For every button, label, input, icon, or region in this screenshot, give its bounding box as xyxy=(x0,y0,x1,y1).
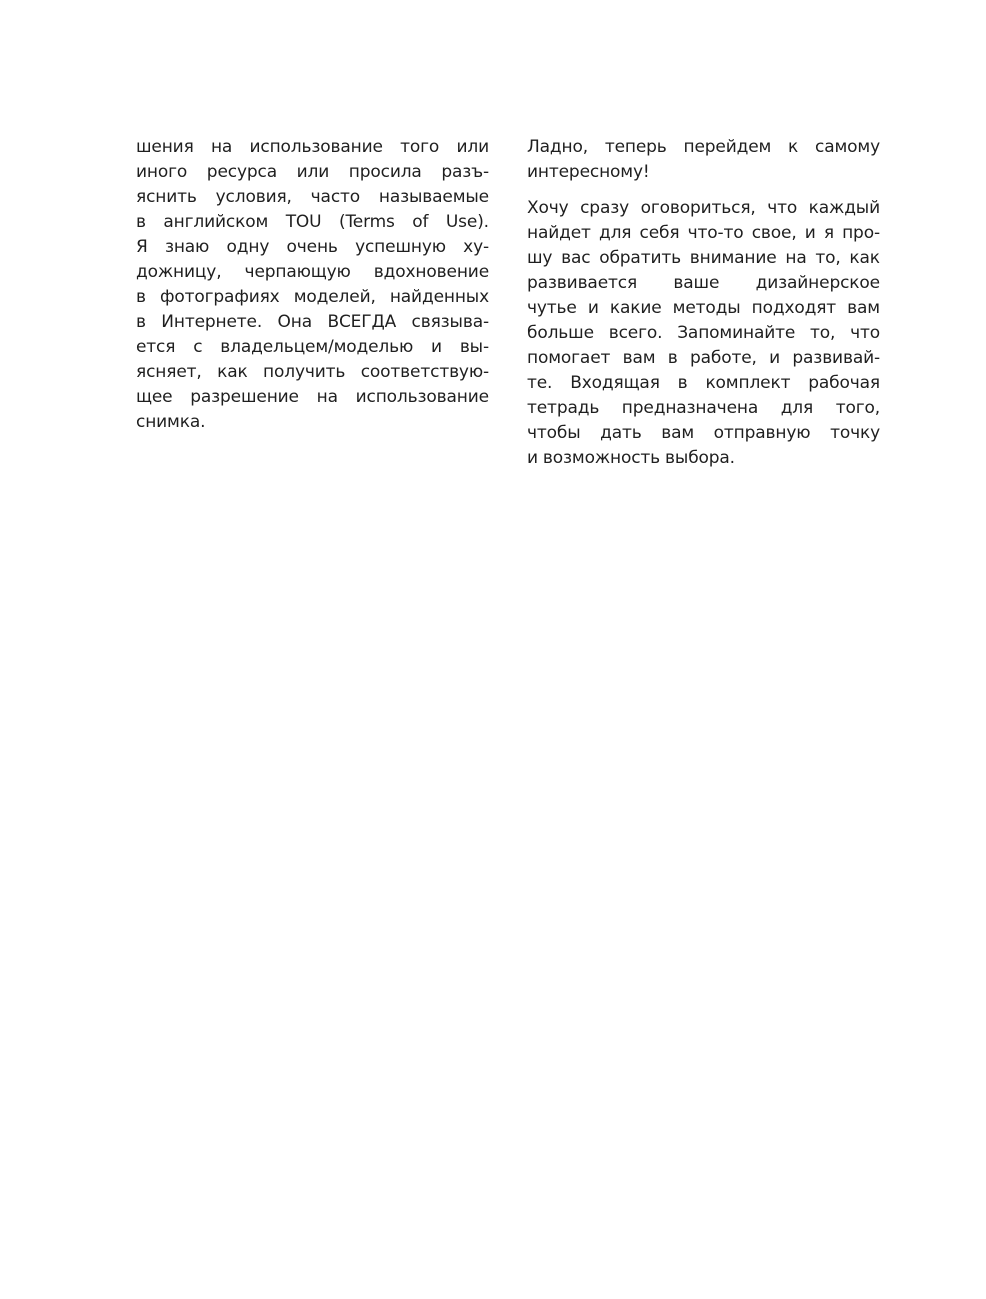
text-line: в фотографиях моделей, найденных xyxy=(136,287,489,307)
paragraph-gap xyxy=(527,185,880,196)
paragraph xyxy=(136,135,489,435)
text-line: ясняет, как получить соответствую- xyxy=(136,362,489,382)
text-line: в Интернете. Она ВСЕГДА связыва- xyxy=(136,312,489,332)
paragraph xyxy=(527,196,880,471)
text-line: больше всего. Запоминайте то, что xyxy=(527,323,880,343)
text-line: в английском TOU (Terms of Use). xyxy=(136,212,489,232)
text-line: интересному! xyxy=(527,162,650,182)
text-line: шу вас обратить внимание на то, как xyxy=(527,248,880,268)
text-line: дожницу, черпающую вдохновение xyxy=(136,262,489,282)
text-line: тетрадь предназначена для того, xyxy=(527,398,880,418)
text-line: Хочу сразу оговориться, что каждый xyxy=(527,198,880,218)
text-line: развивается ваше дизайнерское xyxy=(527,273,880,293)
text-line: ется с владельцем/моделью и вы- xyxy=(136,337,489,357)
text-line: щее разрешение на использование xyxy=(136,387,489,407)
text-line: иного ресурса или просила разъ- xyxy=(136,162,489,182)
text-line: яснить условия, часто называемые xyxy=(136,187,489,207)
text-line: снимка. xyxy=(136,412,206,432)
text-line: Ладно, теперь перейдем к самому xyxy=(527,137,880,157)
left-text-column xyxy=(136,135,489,435)
text-line: и возможность выбора. xyxy=(527,448,735,468)
paragraph xyxy=(527,135,880,185)
text-line: найдет для себя что-то свое, и я про- xyxy=(527,223,880,243)
text-line: те. Входящая в комплект рабочая xyxy=(527,373,880,393)
text-line: чтобы дать вам отправную точку xyxy=(527,423,880,443)
text-line: чутье и какие методы подходят вам xyxy=(527,298,880,318)
right-text-column xyxy=(527,135,880,471)
text-line: помогает вам в работе, и развивай- xyxy=(527,348,880,368)
text-line: Я знаю одну очень успешную ху- xyxy=(136,237,489,257)
text-line: шения на использование того или xyxy=(136,137,489,157)
